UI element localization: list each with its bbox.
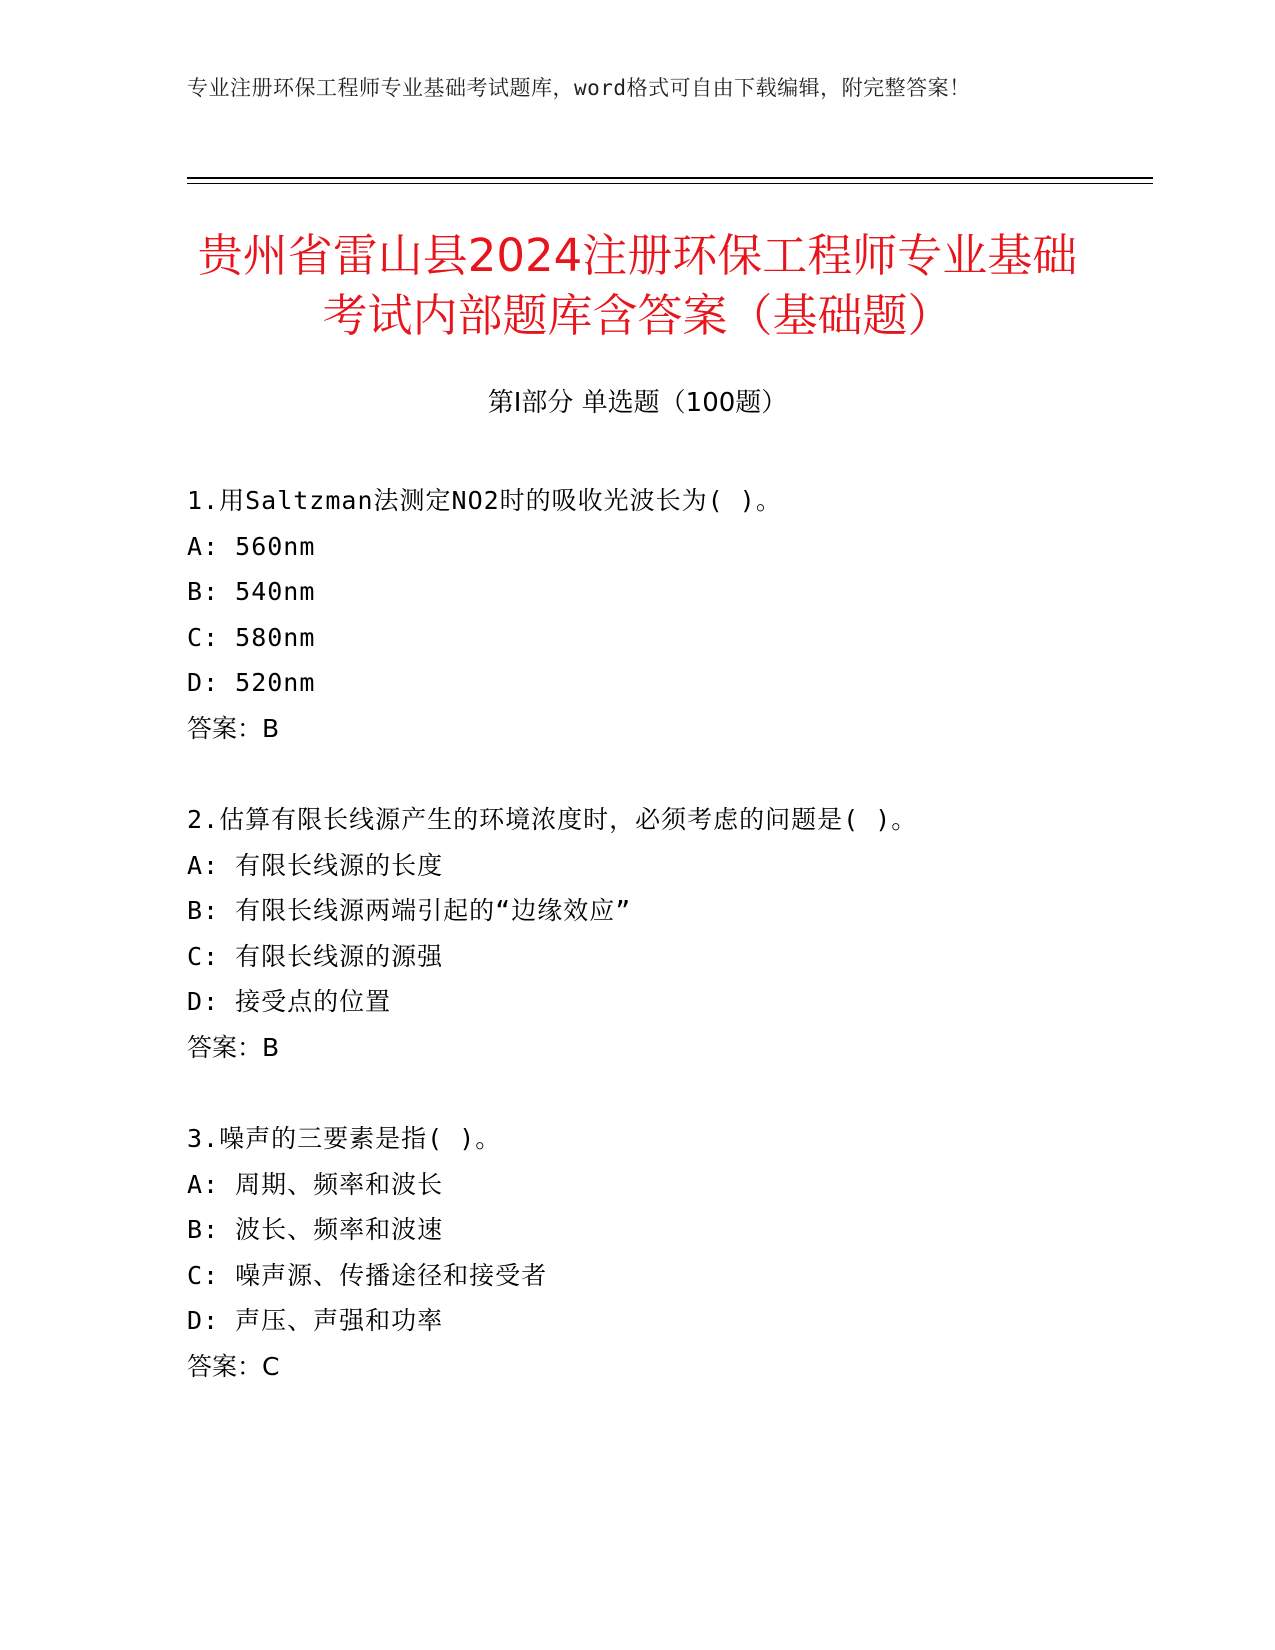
question-item xyxy=(187,478,1147,751)
option-d: D: 520nm xyxy=(187,668,316,697)
header-divider-thick xyxy=(187,177,1153,179)
option-c: C: 580nm xyxy=(187,622,316,652)
title-line-2: 考试内部题库含答案（基础题） xyxy=(322,289,953,342)
option-d: D: 接受点的位置 xyxy=(187,987,392,1016)
question-stem: 1.用Saltzman法测定NO2时的吸收光波长为( )。 xyxy=(187,486,782,515)
option-a: A: 560nm xyxy=(187,531,316,561)
header-divider-thin xyxy=(187,183,1153,184)
option-d: D: 声压、声强和功率 xyxy=(187,1306,444,1335)
option-b: B: 540nm xyxy=(187,577,316,606)
option-b: B: 波长、频率和波速 xyxy=(187,1215,444,1244)
question-stem: 3.噪声的三要素是指( )。 xyxy=(187,1124,502,1153)
option-c: C: 有限长线源的源强 xyxy=(187,941,444,971)
question-list xyxy=(187,478,1147,1389)
option-c: C: 噪声源、传播途径和接受者 xyxy=(187,1260,548,1290)
answer: 答案：B xyxy=(187,1032,280,1062)
question-gap xyxy=(187,1070,1147,1116)
question-gap xyxy=(187,751,1147,797)
title-line-1: 贵州省雷山县2024注册环保工程师专业基础 xyxy=(197,229,1078,282)
answer: 答案：C xyxy=(187,1351,280,1381)
option-a: A: 周期、频率和波长 xyxy=(187,1169,444,1199)
question-item xyxy=(187,797,1147,1070)
question-stem: 2.估算有限长线源产生的环境浓度时，必须考虑的问题是( )。 xyxy=(187,805,918,834)
option-a: A: 有限长线源的长度 xyxy=(187,850,444,880)
document-title xyxy=(150,226,1125,346)
header-note: 专业注册环保工程师专业基础考试题库，word格式可自由下载编辑，附完整答案！ xyxy=(187,76,971,100)
option-b: B: 有限长线源两端引起的“边缘效应” xyxy=(187,896,632,925)
section-heading: 第Ⅰ部分 单选题（100题） xyxy=(487,388,788,418)
answer: 答案：B xyxy=(187,713,280,743)
question-item xyxy=(187,1116,1147,1389)
